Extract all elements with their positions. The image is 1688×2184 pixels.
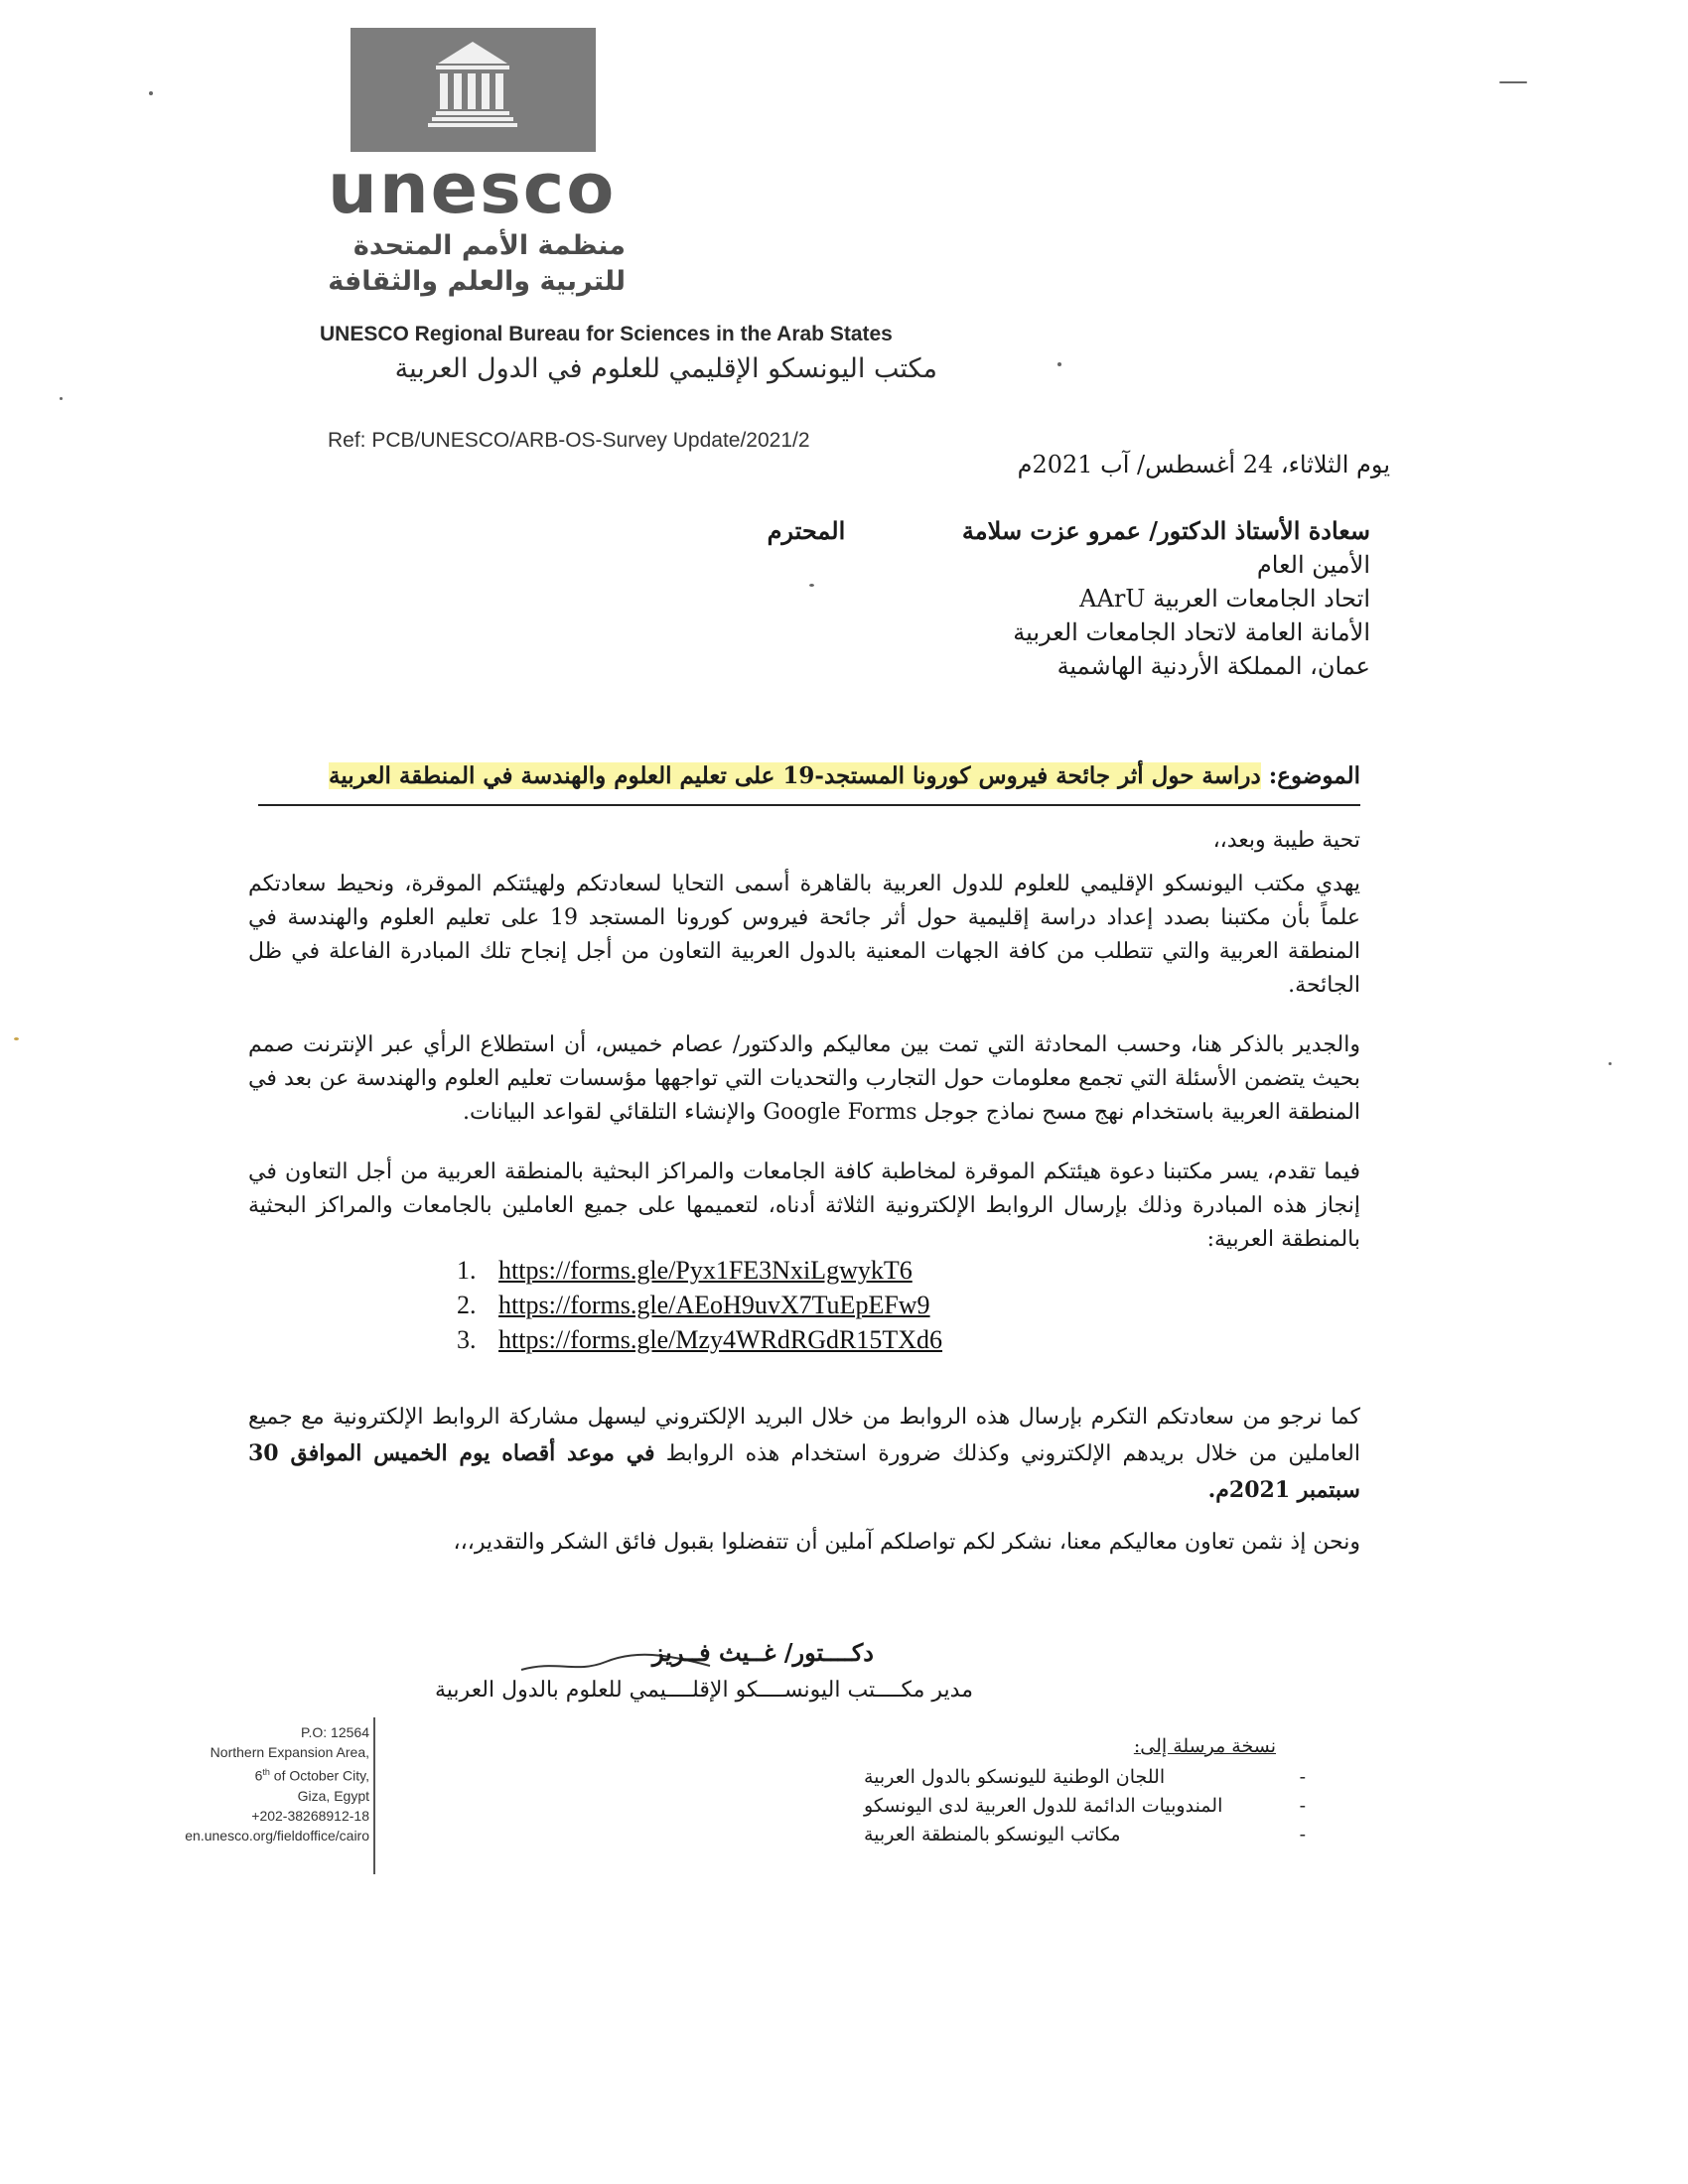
paragraph: فيما تقدم، يسر مكتبنا دعوة هيئتكم الموقرة لمخاطبة كافة الجامعات والمراكز البحثية بالمنطقة العربية من أجل التعاون في إنجاز هذه المبادرة وذلك بإرسال الروابط الإلكترونية الثلاثة أدناه، لتعميمها على جميع العاملين بالجامعات والمراكز البحثية بالمنطقة العربية: — [248, 1160, 1360, 1252]
survey-link-3[interactable]: https://forms.gle/Mzy4WRdRGdR15TXd6 — [498, 1325, 943, 1354]
signatory-name: دكــــتور/ غــيث فــريز — [651, 1638, 874, 1667]
scan-speck — [60, 397, 63, 400]
website: en.unesco.org/fieldoffice/cairo — [185, 1827, 369, 1843]
cc-list — [864, 1763, 1306, 1849]
cc-item: مكاتب اليونسكو بالمنطقة العربية - — [864, 1824, 1306, 1845]
reference-number: Ref: PCB/UNESCO/ARB-OS-Survey Update/2021/2 — [328, 429, 810, 452]
temple-icon — [351, 28, 596, 152]
unesco-arabic-line2: للتربية والعلم والثقافة — [328, 266, 626, 297]
bureau-name-en: UNESCO Regional Bureau for Sciences in the Arab States — [320, 323, 893, 345]
address-line: Northern Expansion Area, — [210, 1744, 369, 1760]
subject-text: دراسة حول أثر جائحة فيروس كورونا المستجد-19 على تعليم العلوم والهندسة في المنطقة العربية — [329, 762, 1261, 789]
unesco-arabic-line1: منظمة الأمم المتحدة — [352, 230, 626, 261]
addressee-line: الأمانة العامة لاتحاد الجامعات العربية — [1013, 618, 1370, 646]
list-item — [457, 1322, 942, 1357]
address-line: 6th of October City, — [254, 1767, 369, 1784]
survey-link-2[interactable]: https://forms.gle/AEoH9uvX7TuEpEFw9 — [498, 1291, 930, 1319]
unesco-wordmark: unesco — [328, 148, 617, 229]
addressee-block — [596, 514, 1370, 683]
phone-number: +202-38268912-18 — [251, 1807, 369, 1824]
unesco-arabic-name — [328, 228, 626, 300]
paragraph: والجدير بالذكر هنا، وحسب المحادثة التي تمت بين معاليكم والدكتور/ عصام خميس، أن استطلاع الرأي عبر الإنترنت صمم بحيث يتضمن الأسئلة التي تجمع معلومات حول التجارب والتحديات التي تواجهها مؤسسات تعليم العلوم والهندسة عن بعد في المنطقة العربية باستخدام نهج مسح نماذج جوجل Google Forms والإنشاء التلقائي لقواعد البيانات. — [248, 1032, 1360, 1125]
subject-underline — [258, 804, 1360, 806]
greeting: تحية طيبة وبعد،، — [1212, 828, 1360, 853]
survey-links-list — [457, 1253, 942, 1357]
cc-item: اللجان الوطنية لليونسكو بالدول العربية - — [864, 1766, 1306, 1788]
scan-speck — [1499, 81, 1527, 83]
bureau-name-ar: مكتب اليونسكو الإقليمي للعلوم في الدول العربية — [394, 353, 937, 384]
address-line: Giza, Egypt — [297, 1787, 369, 1804]
signatory-title: مدير مكــــتب اليونســــكو الإقلــــيمي للعلوم بالدول العربية — [435, 1678, 973, 1703]
addressee-honorific: سعادة الأستاذ الدكتور/ عمرو عزت سلامة — [961, 516, 1370, 545]
cc-item: المندوبيات الدائمة للدول العربية لدى اليونسكو - — [864, 1795, 1306, 1817]
subject-line — [268, 762, 1360, 789]
address-divider — [373, 1717, 375, 1874]
addressee-respected: المحترم — [767, 516, 846, 545]
survey-link-1[interactable]: https://forms.gle/Pyx1FE3NxiLgwykT6 — [498, 1256, 913, 1285]
scan-speck — [1057, 362, 1061, 366]
subject-label: الموضوع: — [1268, 762, 1360, 789]
scan-speck — [14, 1037, 19, 1040]
link-number: 2. — [457, 1291, 477, 1319]
list-item — [457, 1253, 942, 1288]
office-address — [99, 1722, 369, 1845]
po-box: P.O: 12564 — [300, 1724, 369, 1740]
link-number: 1. — [457, 1256, 477, 1285]
scan-speck — [149, 91, 153, 95]
letter-body — [248, 824, 1360, 1283]
paragraph: يهدي مكتب اليونسكو الإقليمي للعلوم للدول العربية بالقاهرة أسمى التحايا لسعادتكم ولهيئتكم الموقرة، ونحيط سعادتكم علماً بأن مكتبنا بصدد إعداد دراسة إقليمية حول أثر جائحة فيروس كورونا المستجد 19 على تعليم العلوم والهندسة في المنطقة العربية والتي تتطلب من كافة الجهات المعنية بالدول العربية التعاون من أجل إنجاح تلك المبادرة الفاعلة في ظل الجائحة. — [248, 872, 1361, 998]
addressee-line: عمان، المملكة الأردنية الهاشمية — [1056, 652, 1370, 680]
paragraph-text: كما نرجو من سعادتكم التكرم بإرسال هذه الروابط من خلال البريد الإلكتروني ليسهل مشاركة الروابط الإلكترونية مع جميع العاملين من خلال بريدهم الإلكتروني وكذلك ضرورة استخدام هذه الروابط — [248, 1405, 1360, 1466]
deadline-text: في موعد أقصاه يوم الخميس الموافق 30 سبتمبر 2021م. — [248, 1440, 1360, 1503]
scan-speck — [809, 584, 814, 587]
letter-body-closing — [248, 1400, 1360, 1576]
list-item — [457, 1288, 942, 1322]
paragraph — [248, 1400, 1360, 1509]
link-number: 3. — [457, 1325, 477, 1354]
addressee-line: اتحاد الجامعات العربية AArU — [1079, 585, 1370, 613]
addressee-line: الأمين العام — [1256, 551, 1370, 579]
cc-title: نسخة مرسلة إلى: — [1133, 1735, 1276, 1757]
closing-paragraph: ونحن إذ نثمن تعاون معاليكم معنا، نشكر لكم تواصلكم آملين أن تتفضلوا بقبول فائق الشكر والتقدير،،، — [453, 1530, 1360, 1555]
scan-speck — [1609, 1062, 1612, 1065]
letter-date: يوم الثلاثاء، 24 أغسطس/ آب 2021م — [1017, 451, 1390, 478]
unesco-emblem — [351, 28, 596, 152]
